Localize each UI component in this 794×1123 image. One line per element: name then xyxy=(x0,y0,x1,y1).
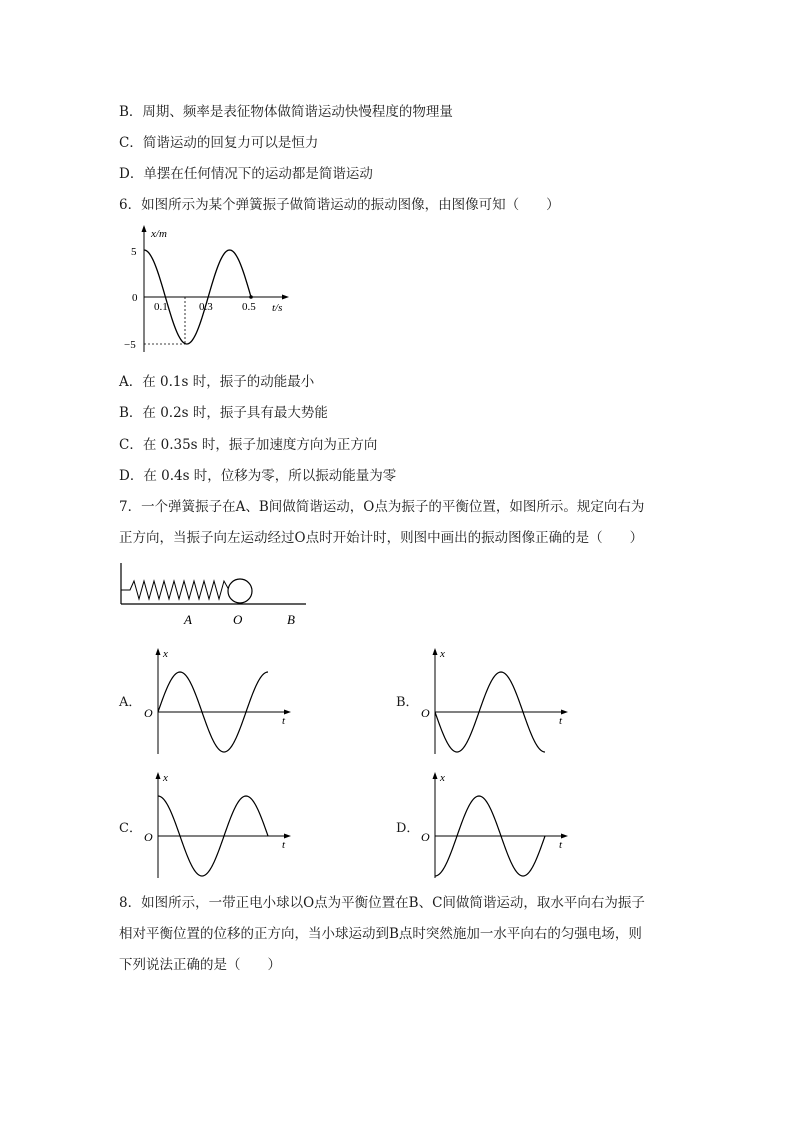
q6-stem: 6．如图所示为某个弹簧振子做简谐运动的振动图像，由图像可知（ ） xyxy=(119,197,560,213)
q6-option-d: D．在 0.4s 时，位移为零，所以振动能量为零 xyxy=(119,468,397,484)
q6-vibration-graph xyxy=(120,222,300,357)
q6-xtick-0.1: 0.1 xyxy=(154,301,168,313)
q6-ytick-neg5: −5 xyxy=(124,339,136,351)
y-axis-arrow xyxy=(156,772,161,779)
x-axis-label: t xyxy=(559,839,563,851)
q7-label-a: A xyxy=(184,612,192,627)
q7-spring-diagram xyxy=(118,560,310,630)
y-axis-label: x xyxy=(163,772,168,784)
q7-option-a-label: A． xyxy=(119,695,142,710)
q6-y-axis-label: x/m xyxy=(151,228,167,240)
q5-option-b: B．周期、频率是表征物体做简谐运动快慢程度的物理量 xyxy=(119,104,453,120)
q6-end-point xyxy=(249,295,253,299)
y-axis-label: x xyxy=(440,648,445,660)
q6-y-axis-arrow xyxy=(142,225,147,232)
q7-option-d-label: D． xyxy=(396,821,420,836)
q6-xtick-0.5: 0.5 xyxy=(242,301,256,313)
x-axis-label: t xyxy=(559,715,563,727)
q8-line1: 8．如图所示，一带正电小球以O点为平衡位置在B、C间做简谐运动，取水平向右为振子 xyxy=(119,895,645,911)
q7-ball xyxy=(228,579,252,603)
x-axis-arrow xyxy=(561,834,568,839)
x-axis-label: t xyxy=(282,839,286,851)
q8-line2: 相对平衡位置的位移的正方向，当小球运动到B点时突然施加一水平向右的匀强电场，则 xyxy=(119,926,642,942)
origin-label: O xyxy=(144,830,153,844)
y-axis-label: x xyxy=(163,648,168,660)
y-axis-arrow xyxy=(433,648,438,655)
q7-label-o: O xyxy=(233,612,243,627)
y-axis-label: x xyxy=(440,772,445,784)
q7-stem-line1: 7．一个弹簧振子在A、B间做简谐运动，O点为振子的平衡位置，如图所示。规定向右为 xyxy=(119,499,645,515)
q6-x-axis-arrow xyxy=(282,295,289,300)
origin-label: O xyxy=(144,706,153,720)
y-axis-arrow xyxy=(156,648,161,655)
origin-label: O xyxy=(421,830,430,844)
x-axis-arrow xyxy=(561,710,568,715)
q7-option-b-label: B． xyxy=(396,695,419,710)
q6-ytick-0: 0 xyxy=(132,292,138,304)
q7-spring xyxy=(121,581,229,599)
q6-ytick-5: 5 xyxy=(131,246,137,258)
x-axis-label: t xyxy=(282,715,286,727)
q6-x-axis-label: t/s xyxy=(272,302,283,314)
q7-graph-a xyxy=(140,646,300,758)
q5-option-c: C．简谐运动的回复力可以是恒力 xyxy=(119,135,319,151)
q6-option-c: C．在 0.35s 时，振子加速度方向为正方向 xyxy=(119,437,378,453)
q7-label-b: B xyxy=(287,612,295,627)
origin-label: O xyxy=(421,706,430,720)
q6-xtick-0.3: 0.3 xyxy=(199,301,213,313)
x-axis-arrow xyxy=(284,834,291,839)
q5-option-d: D．单摆在任何情况下的运动都是简谐运动 xyxy=(119,166,373,182)
q7-option-c-label: C． xyxy=(119,821,142,836)
x-axis-arrow xyxy=(284,710,291,715)
q7-stem-line2: 正方向，当振子向左运动经过O点时开始计时，则图中画出的振动图像正确的是（ ） xyxy=(119,530,644,546)
q6-option-b: B．在 0.2s 时，振子具有最大势能 xyxy=(119,405,328,421)
q6-option-a: A．在 0.1s 时，振子的动能最小 xyxy=(119,374,315,390)
y-axis-arrow xyxy=(433,772,438,779)
q7-graph-c xyxy=(140,770,300,882)
q7-graph-d xyxy=(417,770,577,882)
q7-graph-b xyxy=(417,646,577,758)
q8-line3: 下列说法正确的是（ ） xyxy=(119,957,281,973)
